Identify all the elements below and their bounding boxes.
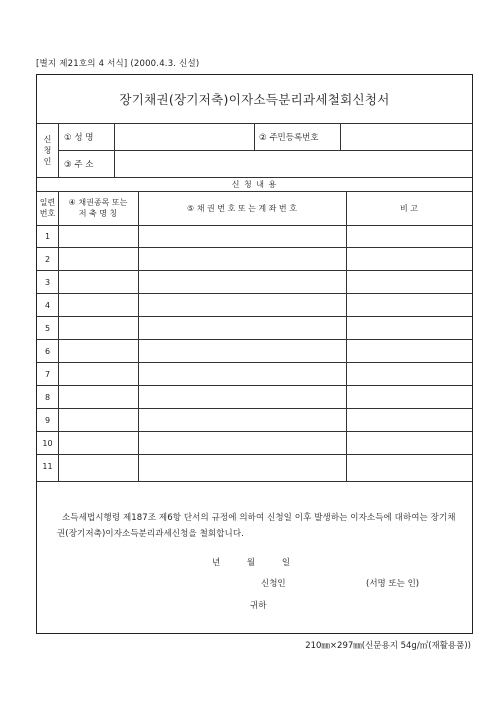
- table-row[interactable]: [37, 294, 472, 317]
- table-row[interactable]: [37, 225, 472, 248]
- application-content-header: 신 청 내 용: [37, 177, 472, 192]
- table-row[interactable]: [37, 455, 472, 482]
- row-number: 9: [44, 415, 51, 425]
- address-label: ③ 주 소: [58, 150, 115, 177]
- table-row[interactable]: [37, 363, 472, 386]
- resident-number-label: ② 주민등록번호: [255, 123, 341, 150]
- row-number: 1: [44, 231, 51, 241]
- row-number: 5: [44, 323, 51, 333]
- row-number: 7: [44, 369, 51, 379]
- addressee-label: 귀하: [250, 601, 267, 611]
- application-form: [36, 74, 473, 634]
- statement-text: 소득세법시행령 제187조 제6항 단서의 규정에 의하여 신청일 이후 발생하는 이자소득에 대하여는 장기채권(장기저축)이자소득분리과세신청을 철회합니다.: [57, 513, 456, 539]
- table-row[interactable]: [37, 409, 472, 432]
- row-number: 3: [44, 277, 51, 287]
- serial-number-header: 일련 번호: [39, 198, 56, 218]
- form-title: 장기채권(장기저축)이자소득분리과세철회신청서: [37, 75, 472, 124]
- applicant-vertical-label: [37, 123, 59, 177]
- row-number: 11: [42, 461, 53, 471]
- bond-type-header: ④ 채권종목 또는 저 축 명 칭: [68, 198, 128, 218]
- withdrawal-statement: [37, 482, 472, 635]
- name-label: ① 성 명: [58, 123, 115, 150]
- row-number: 8: [44, 392, 51, 402]
- table-row[interactable]: [37, 248, 472, 271]
- applicant-label-char: 인: [43, 156, 52, 166]
- applicant-row-address: [58, 150, 472, 177]
- date-line: 년 월 일: [212, 558, 291, 568]
- applicant-section: [37, 123, 472, 178]
- applicant-signature-label: 신청인: [261, 579, 286, 589]
- table-row[interactable]: [37, 271, 472, 294]
- address-field[interactable]: [115, 150, 472, 177]
- name-field[interactable]: [115, 123, 255, 150]
- paper-size-note: 210㎜×297㎜(신문용지 54g/㎡(재활용품)): [305, 641, 471, 651]
- row-number: 6: [44, 346, 51, 356]
- table-row[interactable]: [37, 317, 472, 340]
- table-row[interactable]: [37, 386, 472, 409]
- signature-or-seal-note: (서명 또는 인): [366, 579, 420, 589]
- table-row[interactable]: [37, 340, 472, 363]
- bond-number-header: ⑤ 채 권 번 호 또 는 계 좌 번 호: [187, 203, 297, 213]
- applicant-label-char: 신: [43, 134, 52, 144]
- table-row[interactable]: [37, 432, 472, 455]
- applicant-row-name: [58, 123, 472, 151]
- table-column-headers: [37, 191, 472, 226]
- row-number: 4: [44, 300, 51, 310]
- applicant-label-char: 청: [43, 145, 52, 155]
- resident-number-field[interactable]: [341, 123, 472, 150]
- row-number: 2: [44, 254, 51, 264]
- form-number-note: [별지 제21호의 4 서식] (2000.4.3. 신설): [36, 59, 200, 69]
- remarks-header: 비 고: [400, 203, 418, 213]
- row-number: 10: [42, 438, 53, 448]
